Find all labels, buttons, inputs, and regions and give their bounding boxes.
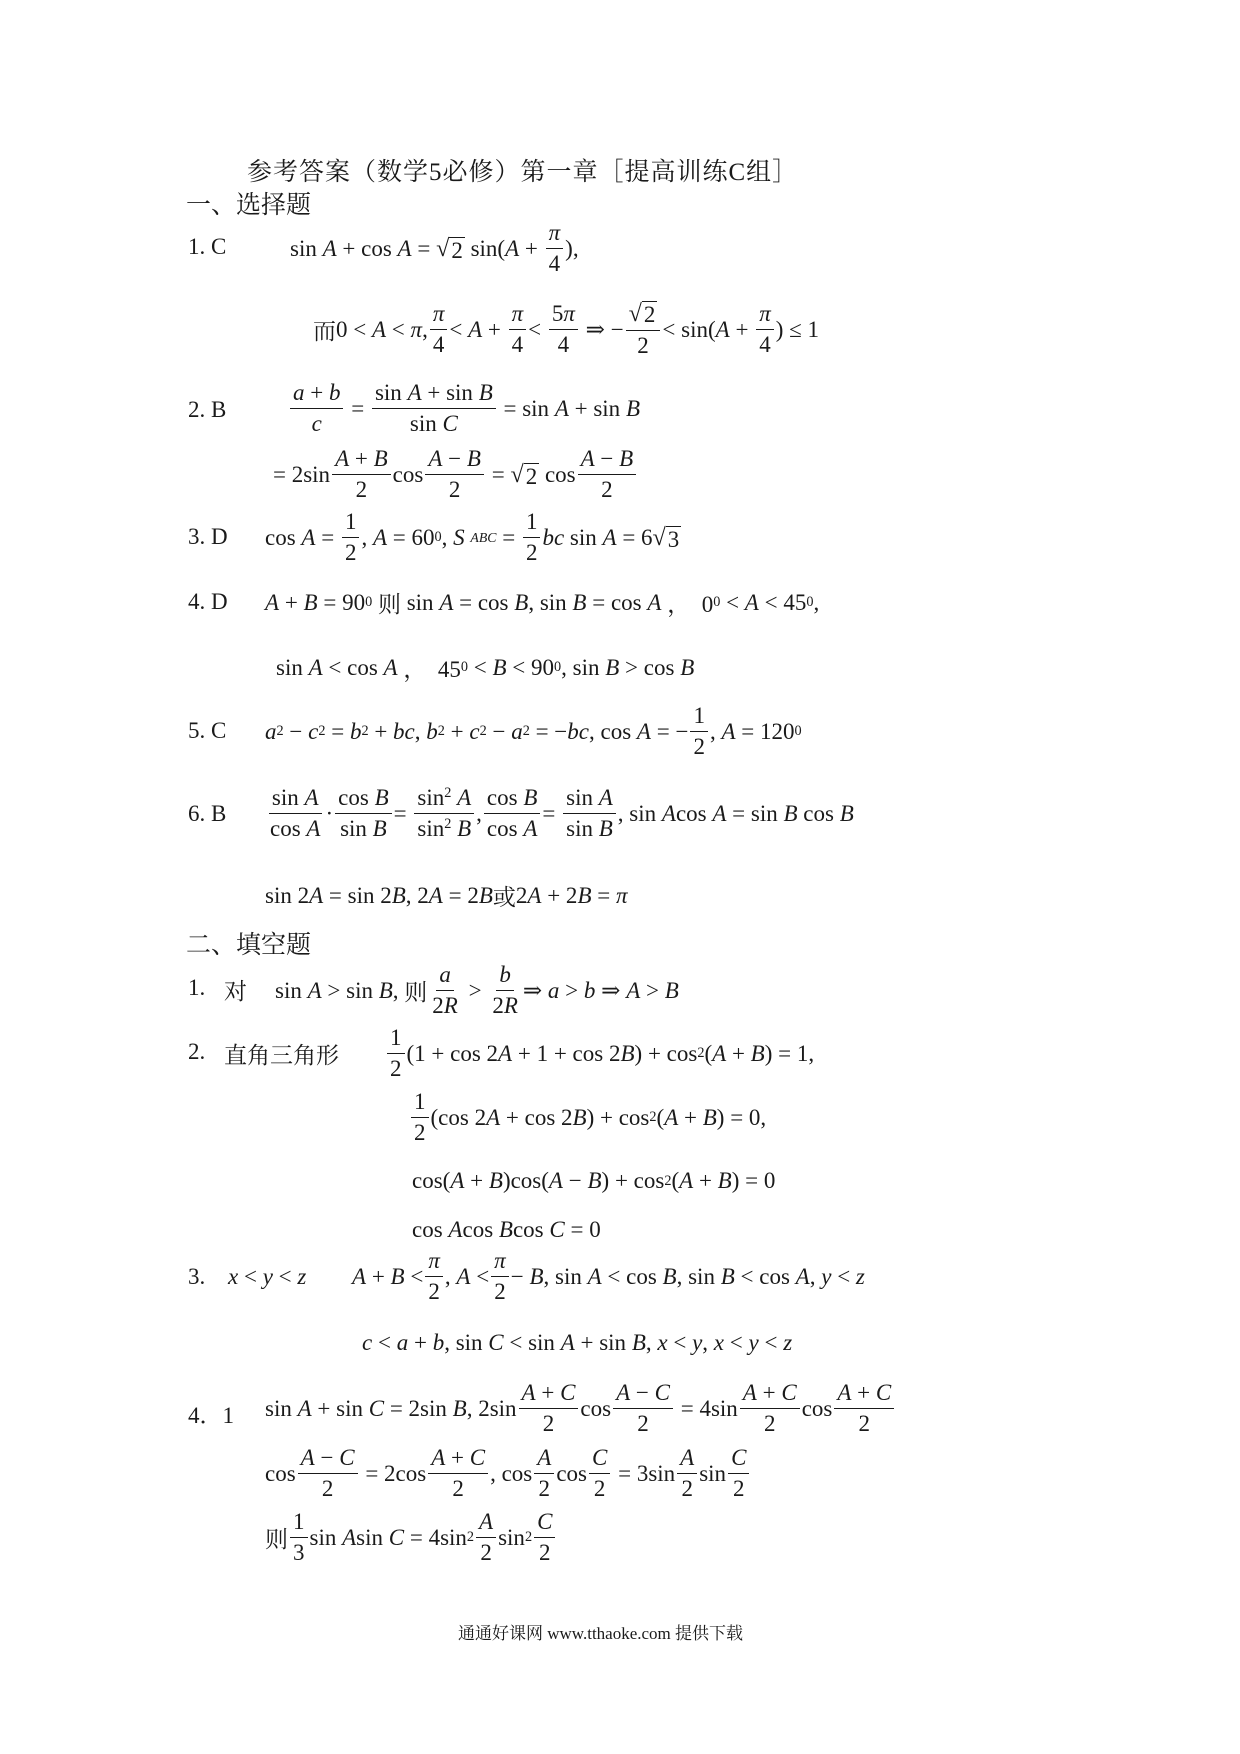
formula-f4c: 则 $\frac{1}{3}$ sin A sin C = 4sin 2 $\frac{A}{2}$ sin 2 $\frac{C}{2}$ <box>265 1509 557 1567</box>
formula-4b: sin A < cos A ， 45 0 < B < 90 0 , sin B > cos B <box>276 654 695 682</box>
answer-label-4: 4. D <box>188 589 228 614</box>
section-heading-choice: 一、选择题 <box>186 192 312 219</box>
fill-answer-2: 直角三角形 <box>224 1043 339 1068</box>
formula-1a: sin A + cos A = √ 2 sin( A + $\frac{\pi}{4}$ ), <box>290 220 579 277</box>
text-er: 而 <box>313 319 336 345</box>
fill-label-4: 4．1 <box>188 1403 234 1428</box>
text-huo: 或 <box>492 885 516 910</box>
formula-2a: $\frac{a + b}{c}$ = $\frac{\text{sin A + sin B}}{\text{sin C}}$ = sin A + sin B <box>288 380 640 438</box>
footer-text: 通通好课网 www.tthaoke.com 提供下载 <box>458 1624 744 1643</box>
formula-f1: sin A > sin B , 则 $\frac{a}{2R}$ > $\frac{b}{2R}$ ⇒ a > b ⇒ A > B <box>275 962 679 1019</box>
fill-label-2: 2. <box>188 1039 206 1064</box>
formula-6b: sin 2 A = sin 2 B , 2 A = 2 B 或 2 A + 2 B = π <box>265 879 628 912</box>
formula-4a: A + B = 90 0 则 sin A = cos B , sin B = cos A ， 0 0 < A < 45 0 , <box>265 586 819 619</box>
formula-f3a: A + B < $\frac{\pi}{2}$ , A < $\frac{\pi}{2}$ − B , sin A < cos B , sin B < cos A , y < z <box>352 1248 865 1305</box>
section-heading-fill: 二、填空题 <box>186 932 312 959</box>
formula-f4b: cos $\frac{A - C}{2}$ = 2cos $\frac{A + C}{2}$ , cos $\frac{A}{2}$ cos $\frac{C}{2}$ = 3sin $\frac{A}{2}$ sin $\frac{C}{2}$ <box>265 1445 751 1503</box>
formula-1b: 而 0 < A < π , $\frac{\pi}{4}$ < A + $\frac{\pi}{4}$ < $\frac{5\pi}{4}$ ⇒ − √ 2 2 < sin( A + $\frac{\pi}{4}$ ) ≤ 1 <box>313 300 820 358</box>
formula-f4a: sin A + sin C = 2sin B , 2sin $\frac{A + C}{2}$ cos $\frac{A - C}{2}$ = 4sin $\frac{A + C}{2}$ cos $\frac{A + C}{2}$ <box>265 1380 896 1438</box>
fill-label-1: 1. <box>188 975 206 1000</box>
text-ze2: 则 <box>404 980 428 1006</box>
fill-label-3: 3. <box>188 1264 206 1289</box>
formula-3: cos A = $\frac{1}{2}$ , A = 60 0 , S ABC = $\frac{1}{2}$ bc sin A = 6 √ 3 <box>265 509 680 566</box>
page-title: 参考答案（数学5必修）第一章［提高训练C组］ <box>247 159 799 186</box>
fill-answer-3: x < y < z <box>228 1264 307 1289</box>
answer-label-6: 6. B <box>188 801 227 826</box>
formula-f3b: c < a + b , sin C < sin A + sin B , x < y , x < y < z <box>362 1330 793 1355</box>
answer-label-1: 1. C <box>188 234 227 259</box>
answer-label-2: 2. B <box>188 397 227 422</box>
formula-f2a: $\frac{1}{2}$ (1 + cos 2 A + 1 + cos 2 B ) + cos 2 ( A + B ) = 1, <box>385 1025 814 1083</box>
formula-2b: = 2sin $\frac{A + B}{2}$ cos $\frac{A - B}{2}$ = √ 2 cos $\frac{A - B}{2}$ <box>273 446 638 504</box>
answer-label-3: 3. D <box>188 524 228 549</box>
text-ze3: 则 <box>265 1527 288 1553</box>
text-ze: 则 <box>377 592 401 617</box>
formula-6a: $\frac{\text{sin A}}{\text{cos A}}$ · $\frac{\text{cos B}}{\text{sin B}}$ = $\frac{\sin^2 A}{\sin^2 B}$ , $\frac{\text{cos B}}{\text{cos A}}$ = $\frac{\text{sin A}}{\text{sin B}}$ , sin A cos A = sin B cos B <box>270 785 854 842</box>
answer-label-5: 5. C <box>188 718 227 743</box>
formula-f2b: $\frac{1}{2}$ (cos 2 A + cos 2 B ) + cos 2 ( A + B ) = 0, <box>409 1089 766 1147</box>
fill-answer-1: 对 <box>224 979 247 1004</box>
formula-5: a 2 − c 2 = b 2 + bc , b 2 + c 2 − a 2 = − bc , cos A = − $\frac{1}{2}$ , A = 120 0 <box>265 703 802 760</box>
formula-f2c: cos( A + B )cos( A − B ) + cos 2 ( A + B ) = 0 <box>412 1168 776 1193</box>
formula-f2d: cos A cos B cos C = 0 <box>412 1217 601 1242</box>
